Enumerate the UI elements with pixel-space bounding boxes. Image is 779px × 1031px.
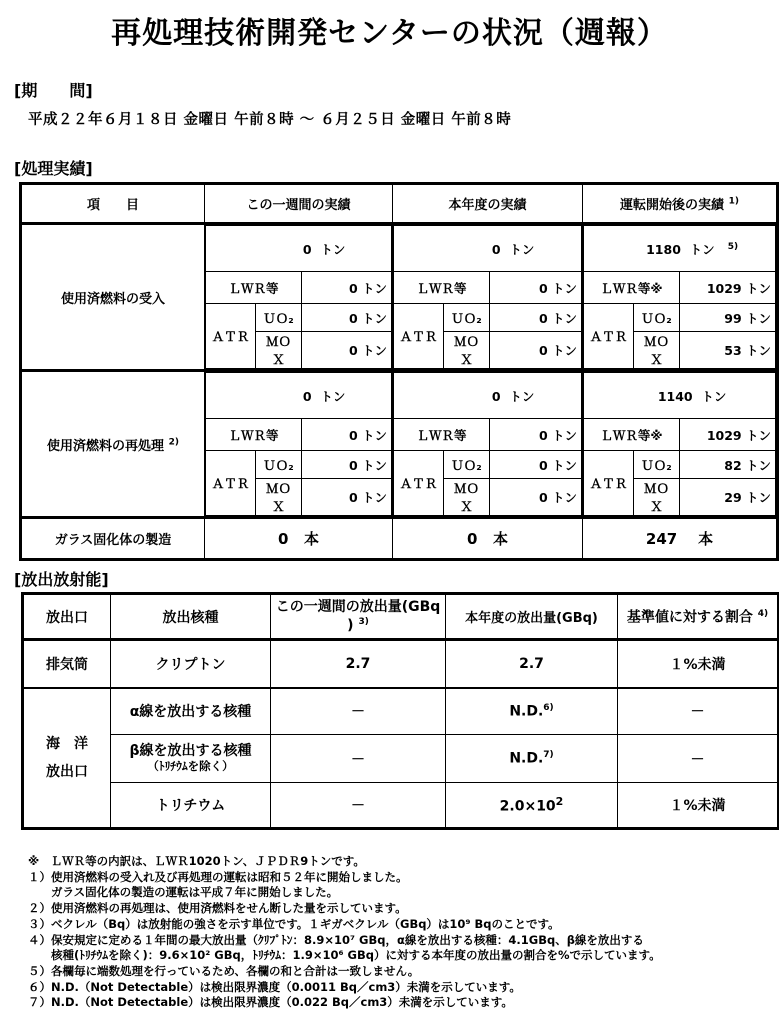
results-table [19, 182, 779, 561]
glass-row: ガラス固化体の製造 0 本 0 本 247 本 [21, 518, 778, 560]
note: ５）各欄毎に端数処理を行っているため、各欄の和と合計は一致しません。 [28, 963, 420, 978]
reprocess-year-cell: 0 トン ＬＷＲ等 0 トン ＡＴＲ ＵＯ₂ 0 トン ＭＯＸ 0 トン [393, 371, 583, 518]
reprocess-week-cell: 0 トン ＬＷＲ等 0 トン ＡＴＲ ＵＯ₂ 0 トン ＭＯＸ 0 トン [205, 371, 393, 518]
note: 核種(ﾄﾘﾁｳﾑを除く)：9.6×10² GBq，ﾄﾘﾁｳﾑ：1.9×10⁶ GBq）に対する本年度の放出量の割合を%で示しています。 [28, 948, 661, 963]
col-total-note: 1) [728, 196, 739, 207]
alpha-row: 海 洋 放出口 α線を放出する核種 － N.D.$^{6)}$ － [23, 688, 779, 735]
col-item: 項 目 [21, 184, 205, 224]
note: ７）N.D.（Not Detectable）は検出限界濃度（0.022 Bq／cm3）未満を示しています。 [28, 995, 513, 1010]
receipt-cum-cell: 1180 トン $^{5)}$ ＬＷＲ等※ 1029 トン ＡＴＲ ＵＯ₂ 99 トン ＭＯＸ 53 トン [583, 224, 778, 371]
note: ※ ＬＷＲ等の内訳は、ＬＷＲ1020トン、ＪＰＤＲ9トンです。 [28, 854, 365, 868]
results-header-row [21, 184, 778, 224]
note: １）使用済燃料の受入れ及び再処理の運転は昭和５２年に開始しました。 [28, 869, 408, 884]
receipt-cum-uo2: 99 トン [680, 304, 776, 332]
glass-label: ガラス固化体の製造 [21, 518, 205, 560]
col-week: この一週間の実績 [205, 184, 393, 224]
beta-row: β線を放出する核種 （ﾄﾘﾁｳﾑを除く） － N.D.$^{7)}$ － [23, 735, 779, 783]
reprocess-cum-cell: 1140 トン ＬＷＲ等※ 1029 トン ＡＴＲ ＵＯ₂ 82 トン ＭＯＸ 29 トン [583, 371, 778, 518]
note: ガラス固化体の製造の運転は平成７年に開始しました。 [28, 885, 339, 900]
krypton-row: 排気筒 クリプトン 2.7 2.7 １%未満 [23, 640, 779, 688]
receipt-year-uo2: 0 トン [490, 304, 582, 332]
receipt-week-cell: 0 トン ＬＷＲ等 0 トン ＡＴＲ ＵＯ₂ 0 トン ＭＯＸ 0 トン [205, 224, 393, 371]
receipt-week-uo2: 0 トン [302, 304, 392, 332]
reprocess-label-cell: 使用済燃料の再処理 $^{2)}$ [21, 371, 205, 518]
note: ２）使用済燃料の再処理は、使用済燃料をせん断した量を示しています。 [28, 901, 407, 916]
page-title: 再処理技術開発センターの状況（週報） [111, 16, 668, 51]
release-header-row: 放出口 放出核種 この一週間の放出量(GBq ) $^{3)}$ 本年度の放出量(GBq) 基準値に対する割合 $^{4)}$ [23, 594, 779, 640]
note: ４）保安規定に定める１年間の最大放出量（ｸﾘﾌﾟﾄﾝ：8.9×10⁷ GBq，α線を放出する核種：4.1GBq、β線を放出する [28, 932, 644, 947]
col-year: 本年度の実績 [393, 184, 583, 224]
results-heading: [処理実績] [14, 159, 93, 178]
reprocess-row [21, 371, 778, 518]
receipt-cum-lwr: 1029 トン [680, 272, 776, 304]
note: ３）ベクレル（Bq）は放射能の強さを示す単位です。１ギガベクレル（GBq）は10⁹ Bqのことです。 [28, 916, 560, 931]
release-heading: [放出放射能] [14, 570, 109, 589]
release-table [21, 592, 779, 830]
receipt-year-lwr: 0 トン [490, 272, 582, 304]
receipt-week-mox: 0 トン [302, 332, 392, 369]
receipt-row [21, 224, 778, 371]
period-text: 平成２２年６月１８日 金曜日 午前８時 ～ ６月２５日 金曜日 午前８時 [28, 112, 512, 128]
receipt-week-lwr: 0 トン [302, 272, 392, 304]
receipt-cum-mox: 53 トン [680, 332, 776, 369]
receipt-year-mox: 0 トン [490, 332, 582, 369]
col-total: 運転開始後の実績 $^{1)}$ [583, 184, 778, 224]
receipt-label: 使用済燃料の受入 [21, 224, 205, 371]
tritium-row: トリチウム － $2.0\times 10^2$ １%未満 [23, 783, 779, 829]
receipt-year-cell: 0 トン ＬＷＲ等 0 トン ＡＴＲ ＵＯ₂ 0 トン ＭＯＸ 0 トン [393, 224, 583, 371]
period-heading: [期 間] [14, 81, 93, 100]
footnotes [28, 854, 661, 1011]
note: ６）N.D.（Not Detectable）は検出限界濃度（0.0011 Bq／cm3）未満を示しています。 [28, 979, 521, 994]
